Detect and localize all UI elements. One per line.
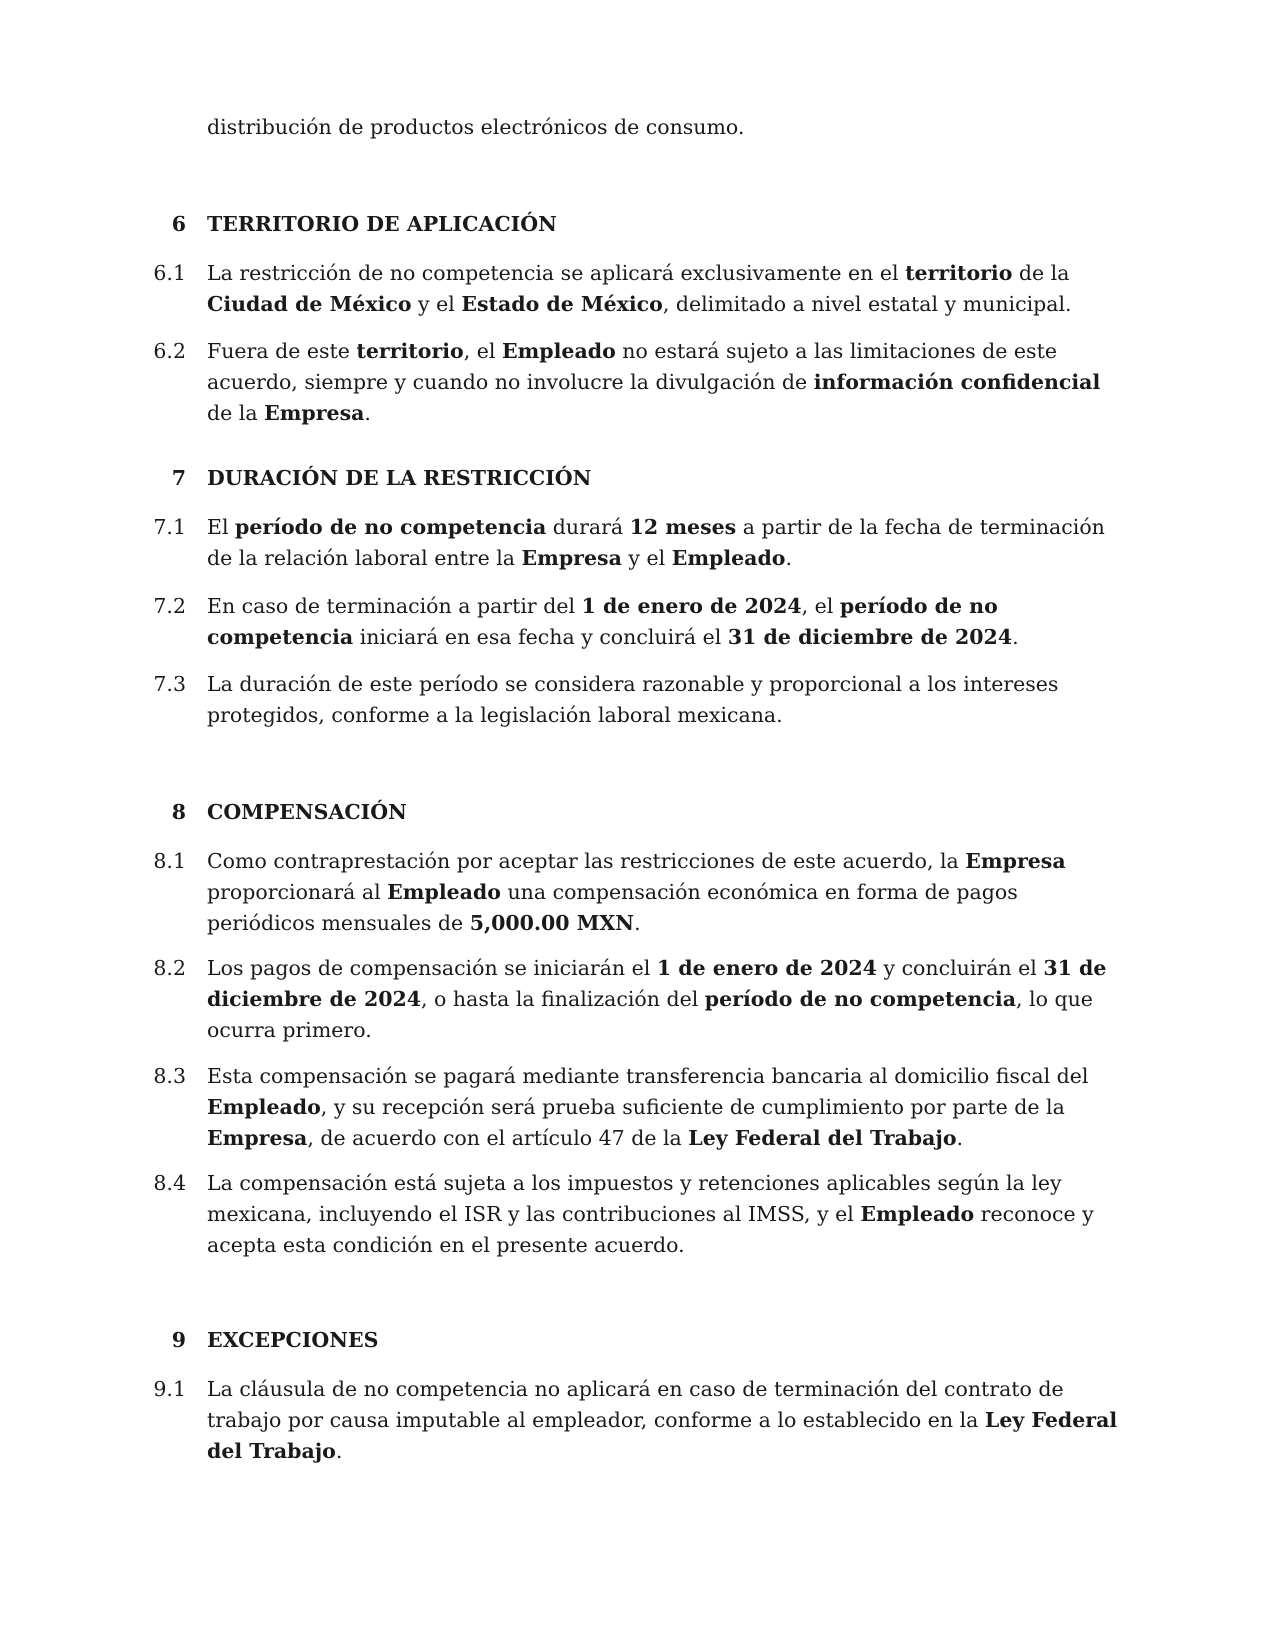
section-number: 7 [171,466,186,490]
clause-text-run: Los pagos de compensación se iniciarán el [207,956,657,980]
clause-number: 8.3 [153,1064,186,1088]
clause-number: 7.3 [153,672,186,696]
clause-text-run: a partir de la fecha de terminación de la relación laboral entre la [207,515,1105,570]
bold-term: 5,000.00 MXN [469,911,635,935]
clause-text-run: La restricción de no competencia se aplicará exclusivamente en el [207,261,906,285]
section-title: DURACIÓN DE LA RESTRICCIÓN [207,466,592,490]
clause-text-run: En caso de terminación a partir del [207,594,582,618]
clause-text-run: , y su recepción será prueba suficiente de cumplimiento por parte de la [320,1095,1065,1119]
clause-text-run: Como contraprestación por aceptar las restricciones de este acuerdo, la [207,849,966,873]
clause-text-run: . [364,401,371,425]
bold-term: Empresa [207,1126,308,1150]
bold-term: 1 de enero de 2024 [581,594,802,618]
clause-text [207,953,1127,1046]
clause-text-run: . [335,1439,343,1463]
bold-term: 31 de diciembre de 2024 [207,956,1107,1011]
clause-text-run: y el [621,546,672,570]
clause-number: 6.2 [153,339,186,363]
clause-text-run: . [634,911,641,935]
bold-term: 12 meses [629,515,737,539]
clause-number: 6.1 [153,261,186,285]
clause-number: 7.2 [153,594,186,618]
clause-text-run: iniciará en esa fecha y concluirá el [353,625,728,649]
clause-text [207,258,1127,320]
section-title: TERRITORIO DE APLICACIÓN [207,212,557,236]
clause-text-run: , o hasta la finalización del [421,987,705,1011]
bold-term: 31 de diciembre de 2024 [727,625,1013,649]
bold-term: Empleado [387,880,501,904]
clause-text [207,1374,1127,1467]
clause-text [207,1061,1127,1154]
section-title: EXCEPCIONES [207,1328,379,1352]
section-number: 6 [171,212,186,236]
bold-term: período de no competencia [235,515,547,539]
clause-text-run: , el [801,594,840,618]
clause-number: 8.4 [153,1171,186,1195]
clause-text-run: La compensación está sujeta a los impuestos y retenciones aplicables según la ley mexicana, incluyendo el ISR y las contribuciones al IMSS, y el [207,1171,1062,1226]
clause-number: 9.1 [153,1377,186,1401]
clause-text-run: una compensación económica en forma de pagos periódicos mensuales de [207,880,1018,935]
clause-text-run: . [785,546,792,570]
bold-term: Empresa [264,401,365,425]
bold-term: período de no competencia [704,987,1017,1011]
clause-text-run: El [207,515,236,539]
clause-text-run: reconoce y acepta esta condición en el presente acuerdo. [207,1202,1094,1257]
clause-text-run: , de acuerdo con el artículo 47 de la [307,1126,689,1150]
bold-term: Ley Federal del Trabajo [688,1126,957,1150]
bold-term: Empresa [521,546,622,570]
clause-text-run: , el [463,339,502,363]
clause-text [207,336,1127,429]
clause-text [207,846,1127,939]
intro-line: distribución de productos electrónicos de consumo. [207,115,745,139]
clause-text-run: . [956,1126,964,1150]
clause-text [207,669,1127,731]
bold-term: Estado de México [461,292,663,316]
section-number: 8 [171,800,186,824]
clause-number: 7.1 [153,515,186,539]
bold-term: Empleado [671,546,786,570]
bold-term: Empleado [207,1095,321,1119]
clause-text [207,1168,1127,1261]
section-title: COMPENSACIÓN [207,800,407,824]
clause-text-run: . [1012,625,1019,649]
bold-term: Ciudad de México [207,292,412,316]
clause-text-run: Esta compensación se pagará mediante transferencia bancaria al domicilio fiscal del [207,1064,1089,1088]
clause-text-run: Fuera de este [207,339,357,363]
bold-term: Empleado [860,1202,975,1226]
bold-term: territorio [905,261,1013,285]
clause-text-run: y el [411,292,462,316]
clause-text-run: durará [546,515,630,539]
bold-term: información confidencial [813,370,1101,394]
clause-text-run: no estará sujeto a las limitaciones de este acuerdo, siempre y cuando no involucre la divulgación de [207,339,1057,394]
clause-text [207,591,1127,653]
clause-text-run: de la [207,401,265,425]
bold-term: Ley Federal del Trabajo [207,1408,1118,1463]
clause-text-run: La duración de este período se considera razonable y proporcional a los intereses protegidos, conforme a la legislación laboral mexicana. [207,672,1059,727]
bold-term: territorio [356,339,464,363]
bold-term: período de no competencia [207,594,998,649]
clause-text-run: proporcionará al [207,880,388,904]
bold-term: Empleado [501,339,616,363]
clause-text [207,512,1127,574]
clause-text-run: y concluirán el [876,956,1044,980]
clause-text-run: de la [1012,261,1070,285]
clause-number: 8.2 [153,956,186,980]
bold-term: 1 de enero de 2024 [656,956,877,980]
bold-term: Empresa [965,849,1066,873]
clause-number: 8.1 [153,849,186,873]
clause-text-run: , lo que ocurra primero. [207,987,1093,1042]
clause-text-run: La cláusula de no competencia no aplicará en caso de terminación del contrato de trabajo por causa imputable al empleador, conforme a lo establecido en la [207,1377,1064,1432]
clause-text-run: , delimitado a nivel estatal y municipal. [662,292,1072,316]
section-number: 9 [171,1328,186,1352]
